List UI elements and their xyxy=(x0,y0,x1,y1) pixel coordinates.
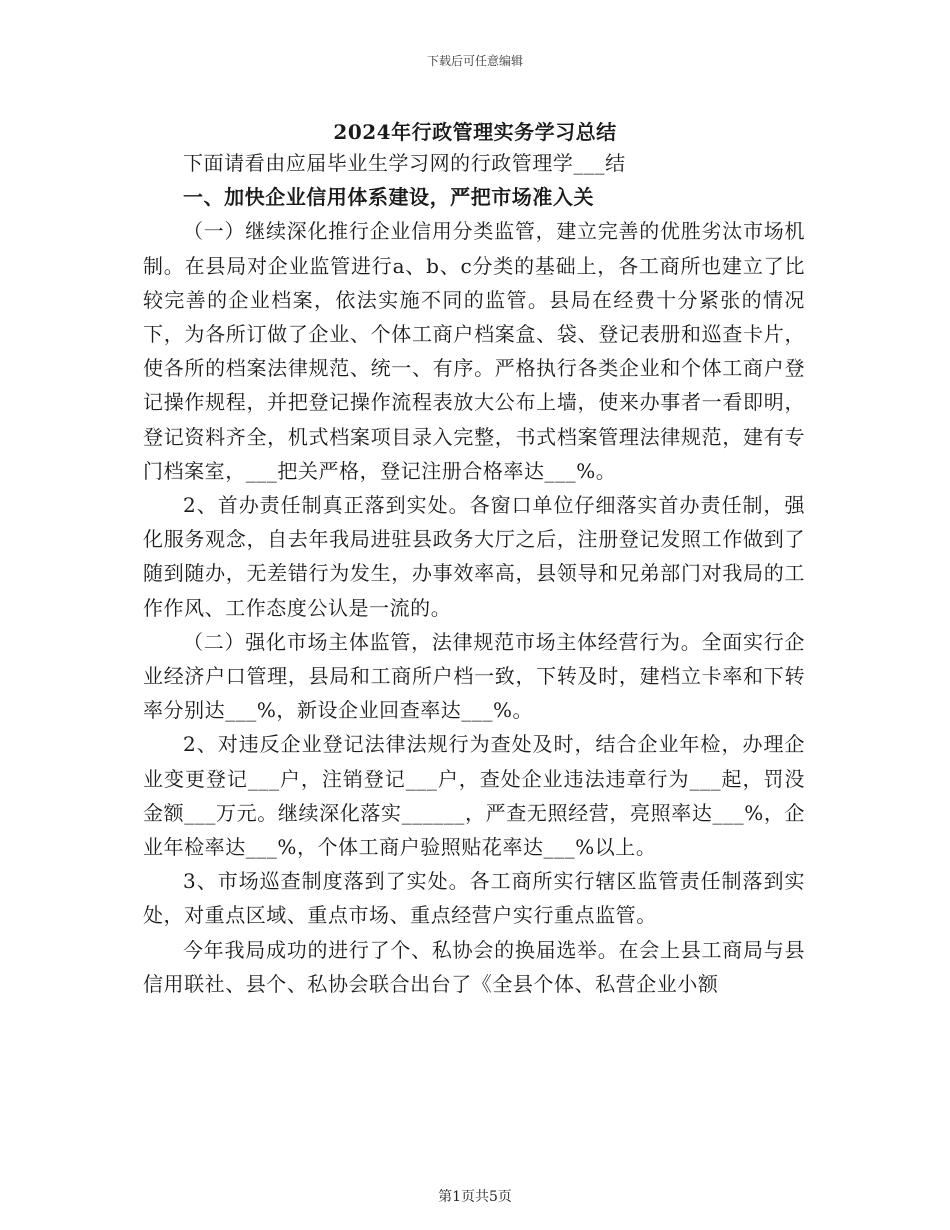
body-paragraph: （一）继续深化推行企业信用分类监管，建立完善的优胜劣汰市场机制。在县局对企业监管进行a、b、c分类的基础上，各工商所也建立了比较完善的企业档案，依法实施不同的监管。县局在经费十分紧张的情况下，为各所订做了企业、个体工商户档案盒、袋、登记表册和巡查卡片，使各所的档案法律规范、统一、有序。严格执行各类企业和个体工商户登记操作规程，并把登记操作流程表放大公布上墙，使来办事者一看即明，登记资料齐全，机式档案项目录入完整，书式档案管理法律规范，建有专门档案室，___把关严格，登记注册合格率达___%。 xyxy=(143,219,805,483)
page-number-footer: 第1页共5页 xyxy=(438,1189,512,1205)
section-heading-1: 一、加快企业信用体系建设，严把市场准入关 xyxy=(183,185,594,210)
page-header-note: 下载后可任意编辑 xyxy=(426,54,523,68)
body-paragraph: 今年我局成功的进行了个、私协会的换届选举。在会上县工商局与县信用联社、县个、私协会联合出台了《全县个体、私营企业小额 xyxy=(143,937,805,996)
body-paragraph: 3、市场巡查制度落到了实处。各工商所实行辖区监管责任制落到实处，对重点区域、重点市场、重点经营户实行重点监管。 xyxy=(143,869,805,928)
document-title: 2024年行政管理实务学习总结 xyxy=(333,120,617,144)
document-body xyxy=(143,146,805,1001)
body-paragraph: 2、对违反企业登记法律法规行为查处及时，结合企业年检，办理企业变更登记___户，注销登记___户，查处企业违法违章行为___起，罚没金额___万元。继续深化落实______，严查无照经营，亮照率达___%，企业年检率达___%，个体工商户验照贴花率达___%以上。 xyxy=(143,732,805,860)
intro-paragraph: 下面请看由应届毕业生学习网的行政管理学___结 xyxy=(183,151,626,175)
body-paragraph: 2、首办责任制真正落到实处。各窗口单位仔细落实首办责任制，强化服务观念，自去年我局进驻县政务大厅之后，注册登记发照工作做到了随到随办，无差错行为发生，办事效率高，县领导和兄弟部门对我局的工作作风、工作态度公认是一流的。 xyxy=(143,493,805,620)
body-paragraph: （二）强化市场主体监管，法律规范市场主体经营行为。全面实行企业经济户口管理，县局和工商所户档一致，下转及时，建档立卡率和下转率分别达___%，新设企业回查率达___%。 xyxy=(143,629,805,723)
